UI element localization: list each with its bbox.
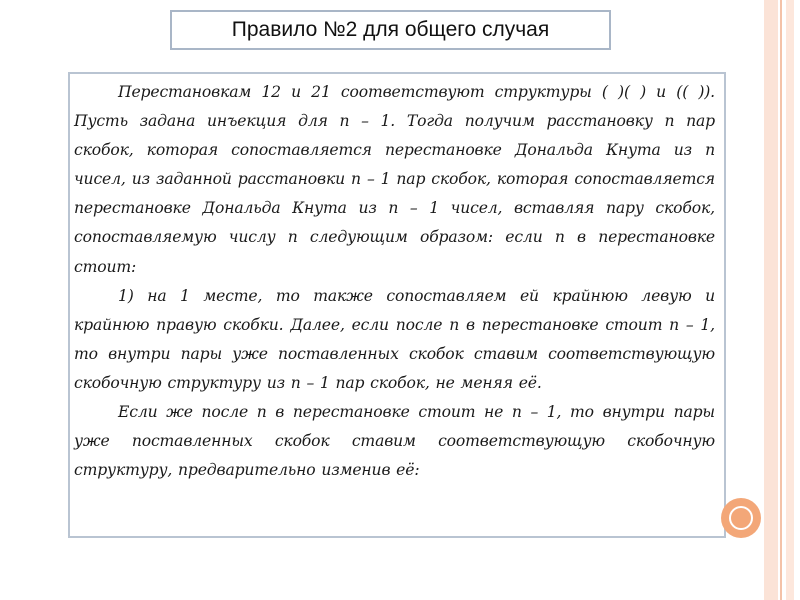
paragraph-rule-1: 1) на 1 месте, то также сопоставляем ей крайнюю левую и крайнюю правую скобки. Далее, если после n в перестановке стоит n – 1, то внутри пары уже поставленных скобок ставим соответствующую скобочную структуру из n – 1 пар скобок, не меняя её. — [74, 286, 715, 392]
paragraph-intro: Перестановкам 12 и 21 соответствуют структуры ( )( ) и (( )). Пусть задана инъекция для n – 1. Тогда получим расстановку n пар скобок, которая сопоставляется перестановке Дональда Кнута из n чисел, из заданной расстановки n – 1 пар скобок, которая сопоставляется перестановке Дональда Кнута из n – 1 чисел, вставляя пару скобок, сопоставляемую числу n следующим образом: если n в перестановке стоит: — [74, 83, 715, 276]
content-box — [68, 72, 726, 538]
decorative-stripe — [764, 0, 778, 600]
slide-title-box — [170, 10, 611, 50]
decorative-stripe-line — [780, 0, 782, 600]
slide-title: Правило №2 для общего случая — [231, 18, 550, 41]
decorative-circle-icon — [721, 498, 761, 538]
decorative-stripe-outer — [786, 0, 794, 600]
paragraph-rule-else: Если же после n в перестановке стоит не n – 1, то внутри пары уже поставленных скобок ставим соответствующую скобочную структуру, предварительно изменив её: — [74, 403, 715, 480]
